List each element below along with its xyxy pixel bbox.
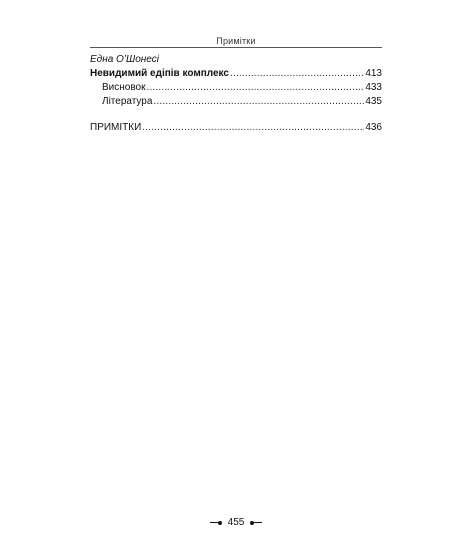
- toc-author: Една О’Шонесі: [90, 54, 159, 65]
- dot-leader: [230, 67, 364, 80]
- toc-entry-conclusion: [90, 81, 382, 95]
- folio-ornament-right-icon: [250, 521, 262, 525]
- dot-leader: [142, 121, 364, 134]
- toc-entry-title: Література: [102, 96, 153, 107]
- toc-entry-page: 436: [365, 122, 382, 133]
- toc-entry-title: Невидимий едіпів комплекс: [90, 68, 229, 79]
- toc-entry-page: 413: [365, 68, 382, 79]
- folio-ornament-left-icon: [210, 521, 222, 525]
- toc-entry-notes: [90, 121, 382, 135]
- toc-entry-main: [90, 67, 382, 81]
- toc-entry-page: 435: [365, 96, 382, 107]
- header-rule: [90, 47, 382, 48]
- toc-entry-title: ПРИМІТКИ: [90, 122, 142, 133]
- toc-entry-literature: [90, 95, 382, 109]
- toc-entry-page: 433: [365, 82, 382, 93]
- table-of-contents: [90, 53, 382, 135]
- running-head: Примітки: [216, 36, 256, 46]
- toc-entry-title: Висновок: [102, 82, 146, 93]
- page-number: 455: [227, 517, 245, 528]
- dot-leader: [146, 81, 364, 94]
- page-folio: [0, 517, 472, 528]
- spacer: [90, 109, 382, 121]
- dot-leader: [153, 95, 364, 108]
